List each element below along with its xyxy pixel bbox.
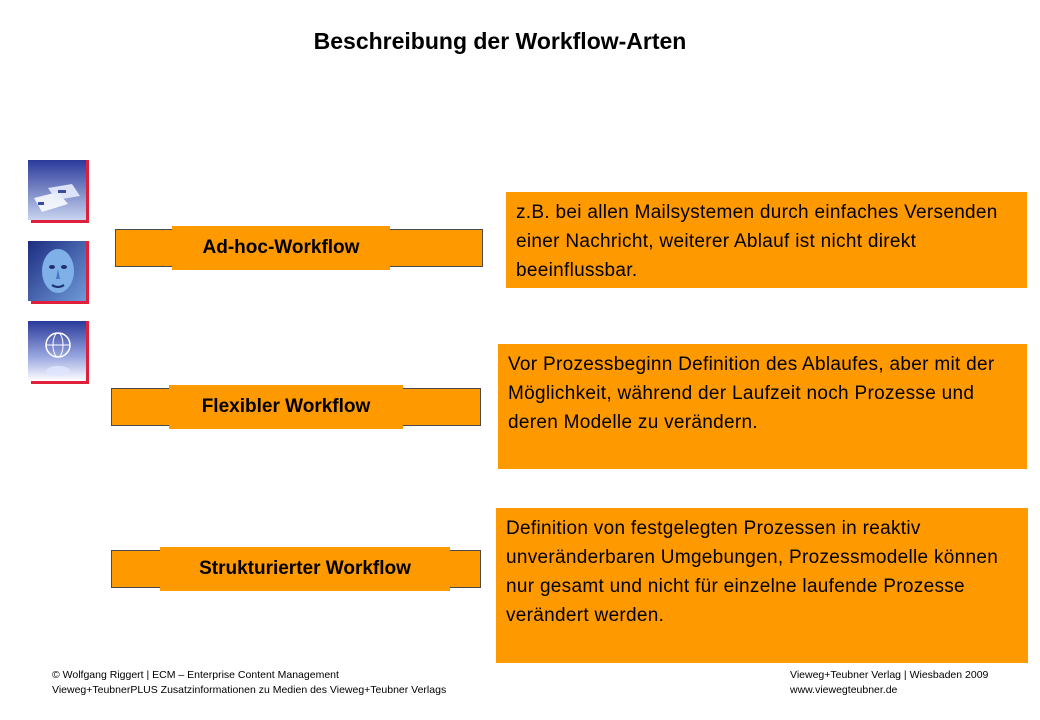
- page-title: Beschreibung der Workflow-Arten: [313, 28, 687, 54]
- face-icon: [28, 241, 86, 301]
- footer-copyright: © Wolfgang Riggert | ECM – Enterprise Content Management: [52, 669, 339, 681]
- globe-icon: [28, 321, 86, 381]
- workflow-description-strukturiert: Definition von festgelegten Prozessen in reaktiv unveränderbaren Umgebungen, Prozessmodelle können nur gesamt und nicht für einzelne laufende Prozesse verändert werden.: [496, 508, 1028, 663]
- workflow-box-strukturiert: [111, 550, 481, 588]
- footer-website: www.viewegteubner.de: [790, 684, 898, 696]
- workflow-label-strukturiert: Strukturierter Workflow: [160, 547, 450, 591]
- footer-left: [52, 668, 446, 698]
- footer-right: [790, 668, 988, 698]
- workflow-description-flexibel: Vor Prozessbeginn Definition des Ablaufes, aber mit der Möglichkeit, während der Laufzeit noch Prozesse und deren Modelle zu verändern.: [498, 344, 1027, 469]
- workflow-label-ad-hoc: Ad-hoc-Workflow: [172, 226, 390, 270]
- footer-publisher: Vieweg+Teubner Verlag | Wiesbaden 2009: [790, 669, 989, 681]
- workflow-label-flexibel: Flexibler Workflow: [169, 385, 403, 429]
- workflow-description-ad-hoc: z.B. bei allen Mailsystemen durch einfaches Versenden einer Nachricht, weiterer Ablauf ist nicht direkt beeinflussbar.: [506, 192, 1027, 288]
- footer-publisher-note: Vieweg+TeubnerPLUS Zusatzinformationen zu Medien des Vieweg+Teubner Verlags: [52, 684, 447, 696]
- workflow-box-ad-hoc: [115, 229, 483, 267]
- workflow-box-flexibel: [111, 388, 481, 426]
- documents-icon: [28, 160, 86, 220]
